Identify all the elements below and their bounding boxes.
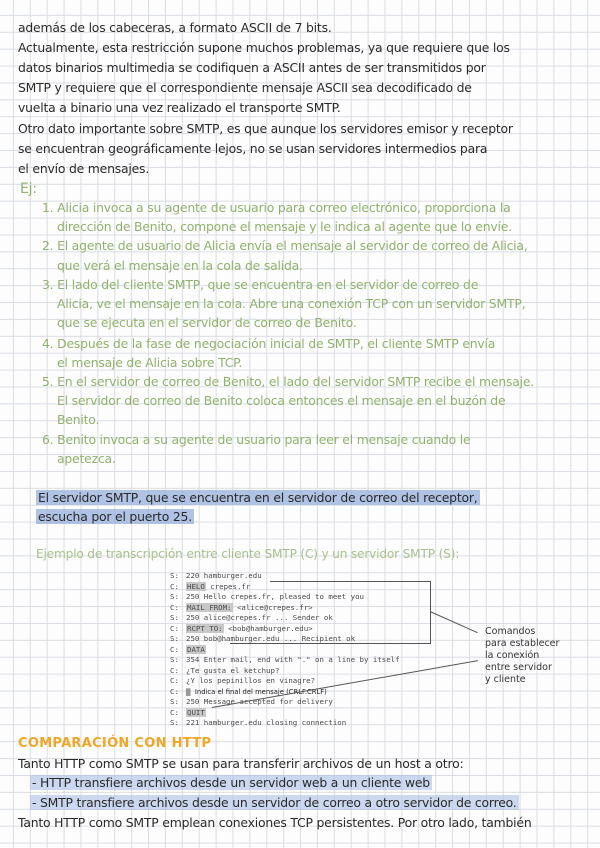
transcript-row [170, 676, 425, 687]
transcript-text: 250 Hello crepes.fr, pleased to meet you [186, 592, 364, 601]
smtp-command: MAIL FROM: [187, 602, 232, 612]
smtp-command: QUIT [187, 707, 205, 717]
transcript-prefix: S: [170, 718, 179, 727]
transcript-row [170, 708, 425, 719]
list-item: Benito. [57, 412, 100, 427]
smtp-command: HELO [187, 581, 205, 591]
list-item: 5. En el servidor de correo de Benito, el lado del servidor SMTP recibe el mensaje. [42, 374, 535, 389]
text-line: SMTP y requiere que el correspondiente mensaje ASCII sea decodificado de [18, 80, 472, 95]
transcript-text: 250 alice@crepes.fr ... Sender ok [186, 613, 333, 622]
transcript-prefix: C: [170, 644, 179, 654]
text-line: Otro dato importante sobre SMTP, es que aunque los servidores emisor y receptor [18, 121, 513, 136]
smtp-command: RCPT TO: [187, 623, 223, 633]
list-item: Alicia, ve el mensaje en la cola. Abre una conexión TCP con un servidor SMTP, [57, 296, 526, 311]
text-line: además de los cabeceras, a formato ASCII de 7 bits. [18, 20, 332, 35]
list-item: el mensaje de Alicia sobre TCP. [57, 355, 243, 370]
transcript-prefix: S: [170, 697, 179, 706]
transcript-text: ¿Y los pepinillos en vinagre? [186, 676, 316, 685]
transcript-prefix: C: [170, 581, 179, 591]
list-item: 6. Benito invoca a su agente de usuario para leer el mensaje cuando le [42, 432, 471, 447]
smtp-command: DATA [187, 644, 205, 654]
note-line: y cliente [485, 674, 526, 685]
transcript-text: Indica el final del mensaje (CRLF.CRLF) [194, 687, 327, 696]
transcript-prefix: S: [170, 571, 179, 580]
transcript-prefix: S: [170, 592, 179, 601]
transcript-prefix: S: [170, 613, 179, 622]
highlighted-text: escucha por el puerto 25. [38, 509, 192, 524]
comparison-heading: COMPARACIÓN CON HTTP [18, 736, 212, 751]
transcript-prefix: C: [170, 676, 179, 685]
transcript-prefix: C: [170, 707, 179, 717]
transcript-text: ¿Te gusta el ketchup? [186, 665, 280, 675]
list-item: El servidor de correo de Benito coloca entonces el mensaje en el buzón de [57, 393, 506, 408]
connector-line [430, 611, 478, 633]
text-line: datos binarios multimedia se codifiquen a ASCII antes de ser transmitidos por [18, 60, 486, 75]
note-line: Comandos [485, 626, 536, 637]
list-item: 4. Después de la fase de negociación inicial de SMTP, el cliente SMTP envía [42, 336, 496, 351]
highlighted-text: - SMTP transfiere archivos desde un servidor de correo a otro servidor de correo. [32, 795, 517, 810]
end-marker-icon: ▇ [186, 686, 195, 696]
transcript-prefix: S: [170, 634, 179, 643]
transcript-row [170, 571, 425, 582]
transcript-prefix: C: [170, 602, 179, 612]
text-line: Tanto HTTP como SMTP se usan para transferir archivos de un host a otro: [18, 756, 464, 771]
text-line: Actualmente, esta restricción supone muchos problemas, ya que requiere que los [18, 40, 510, 55]
transcript-row [170, 666, 425, 677]
transcript-row [170, 697, 425, 708]
transcript-text: 250 Message accepted for delivery [186, 697, 333, 706]
note-line: entre servidor [485, 662, 552, 673]
list-item: 1. Alicia invoca a su agente de usuario para correo electrónico, proporciona la [42, 200, 511, 215]
note-line: la conexión [485, 650, 540, 661]
transcript-prefix: C: [170, 686, 179, 696]
transcript-title: Ejemplo de transcripción entre cliente SMTP (C) y un servidor SMTP (S): [36, 547, 460, 561]
data-connector [230, 643, 430, 644]
transcript-prefix: C: [170, 665, 179, 675]
text-line: se encuentran geográficamente lejos, no se usan servidores intermedios para [18, 141, 488, 156]
note-line: para establecer [485, 638, 560, 649]
transcript-prefix: C: [170, 623, 179, 633]
transcript-text: 221 hamburger.edu closing connection [186, 718, 347, 727]
transcript-text: 354 Enter mail, end with "." on a line by itself [186, 655, 400, 664]
example-label: Ej: [20, 181, 37, 197]
list-item: 3. El lado del cliente SMTP, que se encuentra en el servidor de correo de [42, 277, 479, 292]
list-item: 2. El agente de usuario de Alicia envía el mensaje al servidor de correo de Alicia, [42, 238, 528, 253]
highlighted-text: El servidor SMTP, que se encuentra en el servidor de correo del receptor, [38, 490, 478, 505]
list-item: que se ejecuta en el servidor de correo de Benito. [57, 315, 357, 330]
transcript-row [170, 655, 425, 666]
list-item: que verá el mensaje en la cola de salida. [57, 258, 303, 273]
transcript-text: 250 bob@hamburger.edu ... Recipient ok [186, 634, 356, 643]
commands-bracket [270, 581, 431, 644]
commands-note [485, 626, 559, 686]
highlighted-text: - HTTP transfiere archivos desde un servidor web a un cliente web [32, 775, 430, 790]
transcript-text: 220 hamburger.edu [186, 571, 262, 580]
text-line: el envío de mensajes. [18, 161, 150, 176]
text-line: Tanto HTTP como SMTP emplean conexiones TCP persistentes. Por otro lado, también [18, 815, 532, 830]
transcript-prefix: S: [170, 655, 179, 664]
transcript-text: <bob@hamburger.edu> [223, 623, 313, 633]
transcript-row [170, 718, 425, 729]
transcript-row [170, 645, 425, 656]
transcript-text: crepes.fr [205, 581, 251, 591]
list-item: dirección de Benito, compone el mensaje y le indica al agente que lo envíe. [57, 219, 512, 234]
text-line: vuelta a binario una vez realizado el transporte SMTP. [18, 100, 341, 115]
list-item: apetezca. [57, 451, 116, 466]
transcript-text: <alice@crepes.fr> [232, 602, 313, 612]
